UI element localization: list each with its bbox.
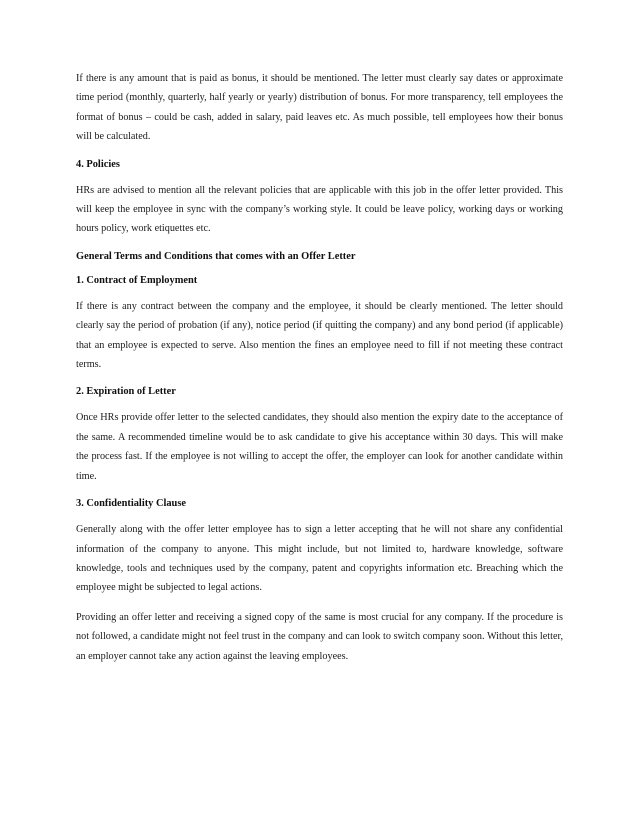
bonus-paragraph: If there is any amount that is paid as bonus, it should be mentioned. The letter must clearly say dates or approximate time period (monthly, quarterly, half yearly or yearly) distribution of bonus. For more transparency, tell employees the format of bonus – could be cash, added in salary, paid leaves etc. As much possible, tell employees how their bonus will be calculated. <box>76 73 563 143</box>
closing-paragraph: Providing an offer letter and receiving a signed copy of the same is most crucial for any company. If the procedure is not followed, a candidate might not feel trust in the company and can look to switch company soon. Without this letter, an employer cannot take any action against the leaving employees. <box>76 611 563 662</box>
document-page <box>76 69 563 676</box>
policies-heading: 4. Policies <box>76 158 120 170</box>
expiration-paragraph: Once HRs provide offer letter to the selected candidates, they should also mention the expiry date to the acceptance of the same. A recommended timeline would be to ask candidate to give his acceptance within 30 days. This will make the process fast. If the employee is not willing to accept the offer, the employer can look for another candidate within time. <box>76 412 563 482</box>
policies-paragraph: HRs are advised to mention all the relevant policies that are applicable with this job in the offer letter provided. This will keep the employee in sync with the company’s working style. It could be leave policy, working days or working hours policy, work etiquettes etc. <box>76 184 563 235</box>
general-terms-heading: General Terms and Conditions that comes with an Offer Letter <box>76 250 356 262</box>
confidentiality-heading: 3. Confidentiality Clause <box>76 498 186 510</box>
expiration-heading: 2. Expiration of Letter <box>76 386 176 398</box>
contract-heading: 1. Contract of Employment <box>76 274 198 286</box>
confidentiality-paragraph: Generally along with the offer letter employee has to sign a letter accepting that he will not share any confidential information of the company to anyone. This might include, but not limited to, hardware knowledge, software knowledge, tools and techniques used by the company, patent and copyrights information etc. Breaching which the employee might be subjected to legal actions. <box>76 524 563 594</box>
contract-paragraph: If there is any contract between the company and the employee, it should be clearly mentioned. The letter should clearly say the period of probation (if any), notice period (if quitting the company) and any bond period (if applicable) that an employee is expected to serve. Also mention the fines an employee need to fill if not meeting these contract terms. <box>76 300 563 371</box>
